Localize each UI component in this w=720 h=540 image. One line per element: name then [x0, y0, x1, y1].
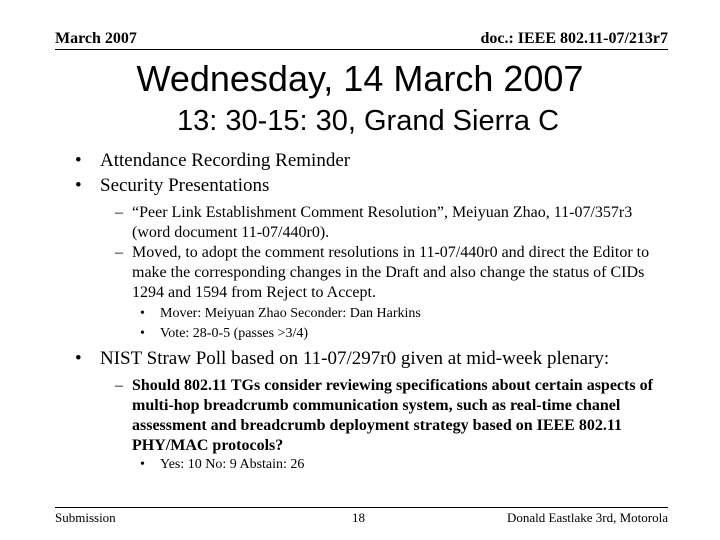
bullet-dot-icon: •	[140, 326, 145, 341]
header-divider	[55, 49, 668, 50]
sub-bullet-text: Moved, to adopt the comment resolutions in 11-07/440r0 and direct the Editor to make the corresponding changes in the Draft and also change the status of CIDs 1294 and 1594 from Reject to Accept.	[132, 244, 650, 301]
bullet-text: NIST Straw Poll based on 11-07/297r0 given at mid-week plenary:	[100, 348, 610, 369]
sub-sub-bullet-text: Vote: 28-0-5 (passes >3/4)	[160, 326, 309, 341]
slide-title: Wednesday, 14 March 2007	[136, 58, 584, 99]
footer-divider	[55, 507, 668, 508]
dash-icon: –	[115, 204, 123, 221]
bullet-dot-icon: •	[140, 457, 145, 472]
dash-icon: –	[115, 244, 123, 261]
header-date: March 2007	[55, 30, 137, 47]
bullet-dot-icon: •	[75, 150, 82, 171]
footer-author: Donald Eastlake 3rd, Motorola	[506, 510, 668, 525]
bullet-text: Security Presentations	[100, 175, 270, 196]
header-doc-id: doc.: IEEE 802.11-07/213r7	[480, 30, 668, 47]
sub-sub-bullet-text: Mover: Meiyuan Zhao Seconder: Dan Harkins	[160, 306, 421, 321]
bullet-dot-icon: •	[75, 348, 82, 369]
bullet-text: Attendance Recording Reminder	[100, 150, 351, 171]
footer-submission: Submission	[55, 510, 116, 525]
sub-sub-bullet-text: Yes: 10 No: 9 Abstain: 26	[160, 457, 305, 472]
sub-bullet-text: “Peer Link Establishment Comment Resolution”, Meiyuan Zhao, 11-07/357r3 (word document 11-07/440r0).	[132, 204, 633, 241]
slide-subtitle: 13: 30-15: 30, Grand Sierra C	[176, 105, 560, 137]
sub-bullet-text: Should 802.11 TGs consider reviewing specifications about certain aspects of multi-hop breadcrumb communication system, such as real-time chanel assessment and breadcrumb deployment strategy based on IEEE 802.11 PHY/MAC protocols?	[132, 377, 653, 454]
dash-icon: –	[115, 377, 123, 394]
bullet-dot-icon: •	[75, 175, 82, 196]
page-number: 18	[352, 510, 365, 525]
bullet-dot-icon: •	[140, 306, 145, 321]
